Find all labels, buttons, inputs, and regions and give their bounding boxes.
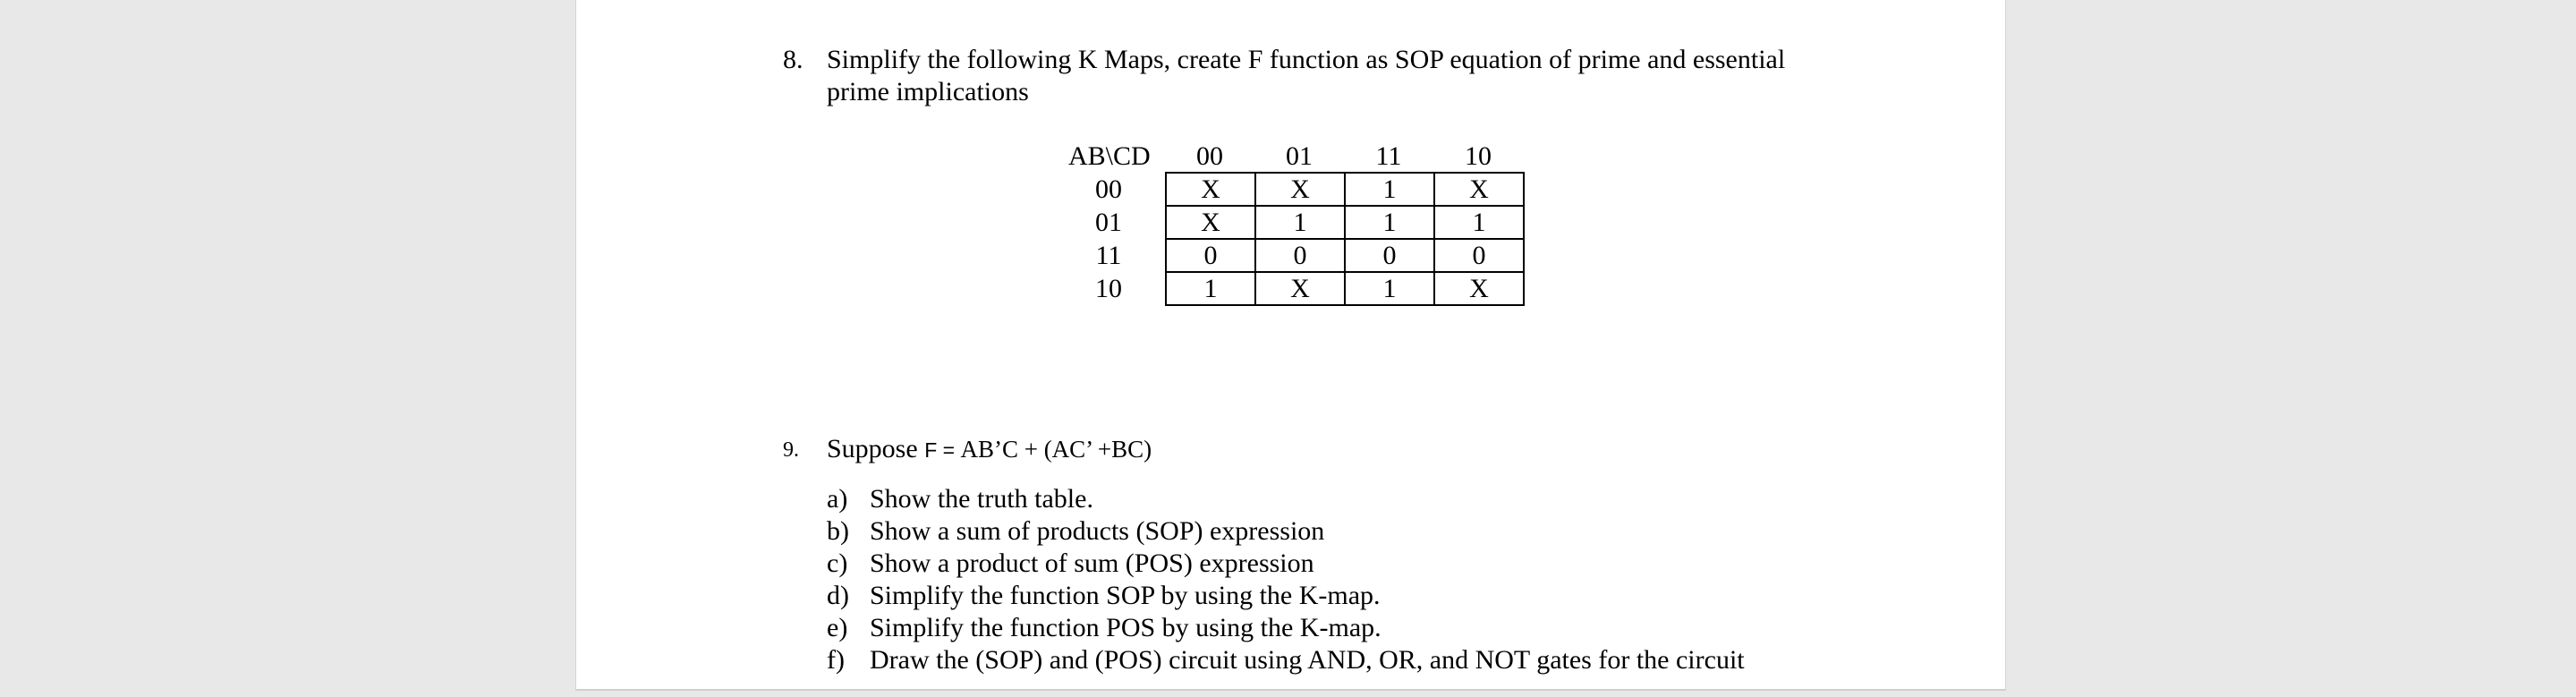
question-9-item-text: Draw the (SOP) and (POS) circuit using AND, OR, and NOT gates for the circuit (870, 645, 1745, 675)
question-9-item-text: Simplify the function SOP by using the K-map. (870, 581, 1381, 610)
kmap-cell: 1 (1434, 206, 1524, 239)
question-9-item-letter: e) (827, 613, 848, 642)
kmap-row (1166, 173, 1524, 206)
kmap-cell: X (1434, 173, 1524, 206)
question-9-item-text: Show a sum of products (SOP) expression (870, 516, 1325, 546)
kmap-cell: 1 (1345, 206, 1434, 239)
kmap-cell: 1 (1345, 272, 1434, 305)
kmap-cell: X (1166, 173, 1255, 206)
question-9-number: 9. (783, 438, 799, 462)
question-8-text-line-2: prime implications (827, 77, 1029, 106)
kmap-row-header: 00 (1095, 174, 1122, 204)
kmap-grid (1165, 172, 1525, 306)
kmap-cell: 0 (1434, 239, 1524, 272)
kmap-col-header: 11 (1375, 141, 1402, 171)
kmap-cell: 0 (1345, 239, 1434, 272)
question-9-item-letter: f) (827, 645, 845, 675)
kmap-cell: 0 (1255, 239, 1345, 272)
question-9-item-text: Show the truth table. (870, 484, 1093, 514)
kmap-row-header: 11 (1095, 241, 1122, 270)
kmap-col-header: 10 (1465, 141, 1492, 171)
question-9-lead: Suppose (827, 434, 925, 463)
question-9-function-label: F = (924, 438, 961, 462)
question-9-item-letter: c) (827, 548, 848, 578)
question-9-prompt (827, 433, 1152, 466)
question-9-item-letter: d) (827, 581, 849, 610)
document-page (575, 0, 2006, 691)
kmap-cell: 1 (1345, 173, 1434, 206)
question-9-item-letter: a) (827, 484, 848, 514)
kmap-cell: 1 (1255, 206, 1345, 239)
question-9-item-letter: b) (827, 516, 849, 546)
kmap-row-header: 10 (1095, 274, 1122, 303)
kmap-row (1166, 239, 1524, 272)
kmap-row (1166, 206, 1524, 239)
kmap-cell: 1 (1166, 272, 1255, 305)
kmap-row (1166, 272, 1524, 305)
question-8-text-line-1: Simplify the following K Maps, create F function as SOP equation of prime and essential (827, 45, 1786, 74)
question-9-item-text: Show a product of sum (POS) expression (870, 548, 1314, 578)
kmap-cell: X (1434, 272, 1524, 305)
question-9-expression: AB’C + (AC’ +BC) (960, 436, 1152, 463)
kmap-cell: X (1166, 206, 1255, 239)
kmap-col-header: 00 (1196, 141, 1223, 171)
kmap-cell: 0 (1166, 239, 1255, 272)
question-9-item-text: Simplify the function POS by using the K-map. (870, 613, 1382, 642)
kmap-row-header: 01 (1095, 208, 1122, 237)
question-8-number: 8. (783, 45, 803, 74)
kmap-cell: X (1255, 272, 1345, 305)
kmap-cell: X (1255, 173, 1345, 206)
kmap-col-header: 01 (1286, 141, 1313, 171)
kmap-corner-label: AB\CD (1068, 141, 1151, 171)
